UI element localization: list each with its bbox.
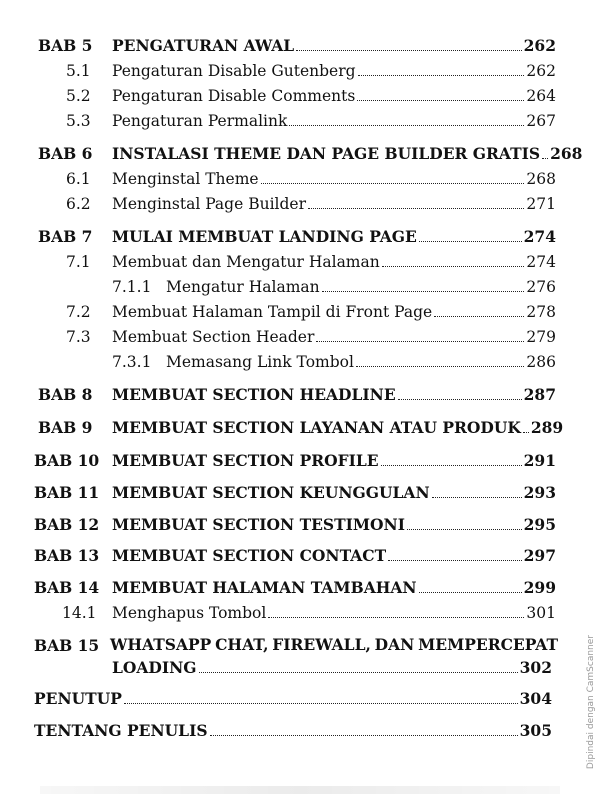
leader-dots	[419, 241, 522, 242]
toc-entry	[0, 36, 600, 56]
entry-title: PENUTUP	[34, 689, 122, 708]
entry-title-line1	[110, 634, 558, 656]
title-word: WHATSAPP	[110, 635, 212, 654]
toc-entry	[0, 546, 600, 566]
toc-entry	[0, 144, 600, 164]
entry-title: Menghapus Tombol	[112, 604, 267, 622]
toc-entry	[0, 483, 600, 503]
entry-number: BAB 15	[34, 636, 100, 655]
entry-page: 304	[519, 689, 552, 708]
entry-title: Menginstal Page Builder	[112, 195, 306, 213]
entry-page: 276	[526, 278, 556, 296]
entry-number: 7.2	[66, 303, 91, 321]
leader-dots	[542, 158, 548, 159]
entry-title: Pengaturan Permalink	[112, 112, 288, 130]
entry-page: 262	[523, 36, 556, 55]
entry-number: BAB 8	[38, 385, 93, 404]
title-word: FIREWALL,	[272, 635, 371, 654]
entry-page: 268	[550, 144, 583, 163]
leader-dots	[199, 672, 518, 673]
entry-page: 305	[519, 721, 552, 740]
entry-page: 295	[523, 515, 556, 534]
toc-entry	[0, 721, 600, 741]
entry-title: MEMBUAT SECTION TESTIMONI	[112, 515, 405, 534]
leader-dots	[296, 50, 521, 51]
leader-dots	[407, 529, 522, 530]
entry-page: 264	[526, 87, 556, 105]
scanner-watermark: Dipindai dengan CamScanner	[586, 635, 596, 770]
entry-number: 6.2	[66, 195, 91, 213]
entry-page: 293	[523, 483, 556, 502]
entry-page: 302	[519, 658, 552, 677]
leader-dots	[358, 75, 525, 76]
toc-entry	[0, 111, 600, 131]
entry-title: Membuat dan Mengatur Halaman	[112, 253, 380, 271]
toc-entry	[0, 515, 600, 535]
leader-dots	[124, 703, 518, 704]
entry-number: 7.1	[66, 253, 91, 271]
leader-dots	[419, 592, 522, 593]
leader-dots	[381, 465, 522, 466]
entry-number: 5.1	[66, 62, 91, 80]
toc-entry	[0, 252, 600, 272]
leader-dots	[289, 125, 524, 126]
entry-number: BAB 7	[38, 227, 93, 246]
entry-page: 287	[523, 385, 556, 404]
toc-entry	[0, 61, 600, 81]
entry-title: MEMBUAT SECTION LAYANAN ATAU PRODUK	[112, 418, 521, 437]
entry-page: 274	[526, 253, 556, 271]
toc-entry	[0, 352, 600, 372]
entry-number: BAB 9	[38, 418, 93, 437]
entry-number: BAB 13	[34, 546, 100, 565]
entry-number: BAB 14	[34, 578, 100, 597]
entry-title: MEMBUAT SECTION CONTACT	[112, 546, 387, 565]
entry-title: INSTALASI THEME DAN PAGE BUILDER GRATIS	[112, 144, 541, 163]
entry-page: 271	[526, 195, 556, 213]
entry-title: Membuat Halaman Tampil di Front Page	[112, 303, 433, 321]
entry-number: 7.3	[66, 328, 91, 346]
toc-entry	[0, 302, 600, 322]
toc-entry	[0, 385, 600, 405]
entry-title: LOADING	[112, 658, 197, 677]
leader-dots	[316, 341, 524, 342]
toc-entry	[0, 86, 600, 106]
entry-title: Pengaturan Disable Comments	[112, 87, 356, 105]
entry-number: BAB 5	[38, 36, 93, 55]
leader-dots	[356, 366, 524, 367]
leader-dots	[357, 100, 524, 101]
entry-title: MEMBUAT SECTION PROFILE	[112, 451, 379, 470]
entry-number: 5.3	[66, 112, 91, 130]
leader-dots	[268, 617, 524, 618]
leader-dots	[261, 183, 525, 184]
toc-entry	[0, 169, 600, 189]
entry-page: 297	[523, 546, 556, 565]
title-word: MEMPERCEPAT	[418, 635, 558, 654]
entry-title: PENGATURAN AWAL	[112, 36, 295, 55]
leader-dots	[434, 316, 524, 317]
leader-dots	[398, 399, 522, 400]
leader-dots	[382, 266, 525, 267]
entry-page: 279	[526, 328, 556, 346]
entry-page: 289	[530, 418, 564, 437]
leader-dots	[432, 497, 522, 498]
entry-page: 267	[526, 112, 556, 130]
toc-entry-multiline	[110, 634, 558, 656]
entry-title: MEMBUAT SECTION KEUNGGULAN	[112, 483, 430, 502]
entry-number: BAB 10	[34, 451, 100, 470]
leader-dots	[308, 208, 524, 209]
leader-dots	[388, 560, 521, 561]
entry-title: Memasang Link Tombol	[166, 353, 354, 371]
entry-page: 291	[523, 451, 556, 470]
toc-entry-line2	[0, 658, 600, 678]
entry-page: 262	[526, 62, 556, 80]
toc-entry	[0, 603, 600, 623]
entry-number: 14.1	[62, 604, 97, 622]
entry-page: 268	[526, 170, 556, 188]
title-word: CHAT,	[215, 635, 269, 654]
entry-page: 286	[526, 353, 556, 371]
toc-entry	[0, 689, 600, 709]
toc-entry	[0, 194, 600, 214]
toc-entry	[0, 327, 600, 347]
title-word: DAN	[374, 635, 415, 654]
entry-title: Pengaturan Disable Gutenberg	[112, 62, 356, 80]
leader-dots	[523, 432, 529, 433]
entry-title: MULAI MEMBUAT LANDING PAGE	[112, 227, 417, 246]
entry-title: MEMBUAT HALAMAN TAMBAHAN	[112, 578, 417, 597]
entry-number: BAB 11	[34, 483, 100, 502]
entry-number: BAB 6	[38, 144, 93, 163]
entry-title: Mengatur Halaman	[166, 278, 320, 296]
entry-title: TENTANG PENULIS	[34, 721, 208, 740]
leader-dots	[322, 291, 525, 292]
toc-entry	[0, 277, 600, 297]
page-edge-shadow	[40, 786, 560, 794]
entry-title: Menginstal Theme	[112, 170, 259, 188]
entry-title: Membuat Section Header	[112, 328, 315, 346]
entry-page: 274	[523, 227, 556, 246]
toc-entry	[0, 451, 600, 471]
entry-title: MEMBUAT SECTION HEADLINE	[112, 385, 396, 404]
entry-number: 7.1.1	[112, 278, 152, 296]
toc-entry	[0, 227, 600, 247]
leader-dots	[210, 735, 518, 736]
entry-page: 299	[523, 578, 556, 597]
entry-page: 301	[526, 604, 556, 622]
entry-number: 7.3.1	[112, 353, 152, 371]
toc-entry	[0, 578, 600, 598]
entry-number: BAB 12	[34, 515, 100, 534]
entry-page: 278	[526, 303, 556, 321]
entry-number: 5.2	[66, 87, 91, 105]
toc-entry	[0, 418, 600, 438]
entry-number: 6.1	[66, 170, 91, 188]
